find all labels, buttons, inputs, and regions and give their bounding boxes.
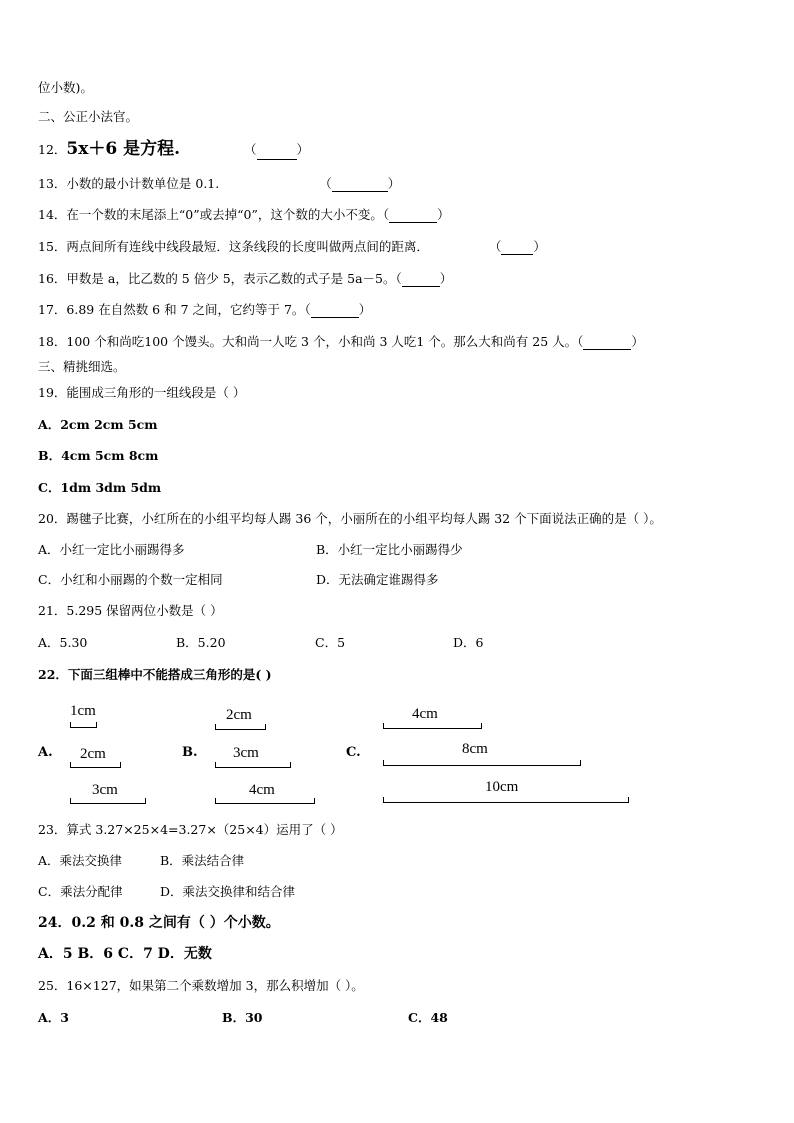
answer-blank[interactable] xyxy=(311,305,359,318)
q23-option-a[interactable]: A．乘法交换律 xyxy=(38,853,123,868)
stick-c3 xyxy=(383,797,629,803)
answer-paren-open: （ xyxy=(488,239,502,254)
stick-a3 xyxy=(70,798,146,804)
answer-blank[interactable] xyxy=(257,147,297,160)
q25-option-b[interactable]: B．30 xyxy=(222,1010,263,1025)
question-12 xyxy=(38,139,309,160)
q22-option-b-label[interactable]: B. xyxy=(182,745,198,760)
q21-option-a[interactable]: A．5.30 xyxy=(38,635,88,650)
stick-c2-label: 8cm xyxy=(462,741,488,757)
stick-a1-label: 1cm xyxy=(70,703,96,719)
stick-a2 xyxy=(70,762,121,768)
question-14 xyxy=(38,207,450,223)
answer-paren-open: （ xyxy=(395,271,402,286)
question-22: 22．下面三组棒中不能搭成三角形的是( ) xyxy=(38,667,272,682)
question-17 xyxy=(38,302,371,318)
q25-option-a[interactable]: A．3 xyxy=(38,1010,69,1025)
answer-paren-close: ） xyxy=(387,176,401,191)
stick-c2 xyxy=(383,760,581,766)
stick-c3-label: 10cm xyxy=(485,779,519,795)
q23-option-b[interactable]: B．乘法结合律 xyxy=(160,853,245,868)
question-21: 21．5.295 保留两位小数是（ ） xyxy=(38,603,223,618)
answer-blank[interactable] xyxy=(332,179,388,192)
stick-b1 xyxy=(215,724,266,730)
stick-c1 xyxy=(383,723,482,729)
question-24: 24．0.2 和 0.8 之间有（ ）个小数。 xyxy=(38,915,280,931)
q21-option-c[interactable]: C．5 xyxy=(315,635,346,650)
answer-paren-close: ） xyxy=(358,302,372,317)
section-3-heading: 三、精挑细选。 xyxy=(38,359,126,374)
q19-option-c[interactable]: C．1dm 3dm 5dm xyxy=(38,480,162,495)
q21-option-d[interactable]: D．6 xyxy=(453,635,484,650)
answer-blank[interactable] xyxy=(501,242,533,255)
q16-text: 16．甲数是 a，比乙数的 5 倍少 5，表示乙数的式子是 5a－5。 xyxy=(38,271,396,286)
q22-option-a-label[interactable]: A. xyxy=(38,745,53,760)
stick-b1-label: 2cm xyxy=(226,707,252,723)
stick-c1-label: 4cm xyxy=(412,706,438,722)
stick-b3-label: 4cm xyxy=(249,782,275,798)
answer-blank[interactable] xyxy=(389,210,437,223)
answer-paren-close: ） xyxy=(439,271,453,286)
q12-text: 5x＋6 是方程. xyxy=(66,139,181,159)
question-25: 25．16×127，如果第二个乘数增加 3，那么积增加（ ）。 xyxy=(38,978,364,993)
q20-option-c[interactable]: C．小红和小丽踢的个数一定相同 xyxy=(38,572,223,587)
answer-paren-open: （ xyxy=(319,176,332,191)
question-15 xyxy=(38,239,546,255)
q19-option-a[interactable]: A．2cm 2cm 5cm xyxy=(38,417,158,432)
q24-options[interactable]: A．5 B．6 C．7 D．无数 xyxy=(38,946,212,962)
answer-paren-open: （ xyxy=(244,142,257,157)
answer-paren-close: ） xyxy=(631,334,644,349)
q12-number: 12． xyxy=(38,142,67,157)
section-2-heading: 二、公正小法官。 xyxy=(38,109,139,124)
stick-b2-label: 3cm xyxy=(233,745,259,761)
answer-paren-close: ） xyxy=(296,142,310,157)
q25-option-c[interactable]: C．48 xyxy=(408,1010,448,1025)
q15-text: 15．两点间所有连线中线段最短．这条线段的长度叫做两点间的距离． xyxy=(38,239,429,254)
answer-blank[interactable] xyxy=(583,337,631,350)
stick-a3-label: 3cm xyxy=(92,782,118,798)
answer-paren-open: （ xyxy=(577,334,584,349)
q23-option-d[interactable]: D．乘法交换律和结合律 xyxy=(160,884,296,899)
q20-option-d[interactable]: D．无法确定谁踢得多 xyxy=(316,572,439,587)
question-19: 19．能围成三角形的一组线段是（ ） xyxy=(38,385,246,400)
question-23: 23．算式 3.27×25×4=3.27×（25×4）运用了（ ） xyxy=(38,822,343,837)
stick-b3 xyxy=(215,798,315,804)
q21-option-b[interactable]: B．5.20 xyxy=(176,635,226,650)
answer-paren-close: ） xyxy=(437,207,450,222)
stick-b2 xyxy=(215,762,291,768)
q18-text: 18．100 个和尚吃100 个馒头。大和尚一人吃 3 个，小和尚 3 人吃1 个。那么大和尚有 25 人。 xyxy=(38,334,578,349)
question-20: 20．踢毽子比赛，小红所在的小组平均每人踢 36 个，小丽所在的小组平均每人踢 32 个下面说法正确的是（ ）。 xyxy=(38,511,662,526)
question-16 xyxy=(38,271,452,287)
answer-paren-close: ） xyxy=(533,239,546,254)
q19-option-b[interactable]: B．4cm 5cm 8cm xyxy=(38,448,159,463)
answer-paren-open: （ xyxy=(382,207,390,222)
q22-option-c-label[interactable]: C. xyxy=(346,745,361,760)
q20-option-a[interactable]: A．小红一定比小丽踢得多 xyxy=(38,542,185,557)
q23-option-c[interactable]: C．乘法分配律 xyxy=(38,884,123,899)
stick-a1 xyxy=(70,722,97,728)
question-18 xyxy=(38,334,644,350)
q20-option-b[interactable]: B．小红一定比小丽踢得少 xyxy=(316,542,463,557)
q17-text: 17．6.89 在自然数 6 和 7 之间，它约等于 7。 xyxy=(38,302,305,317)
q14-text: 14．在一个数的末尾添上“0”或去掉“0”，这个数的大小不变。 xyxy=(38,207,383,222)
answer-paren-open: （ xyxy=(304,302,311,317)
line-prev-tail: 位小数)。 xyxy=(38,80,93,95)
q13-text: 13．小数的最小计数单位是 0.1. xyxy=(38,176,220,191)
question-13 xyxy=(38,176,400,192)
stick-a2-label: 2cm xyxy=(80,746,106,762)
answer-blank[interactable] xyxy=(402,274,440,287)
